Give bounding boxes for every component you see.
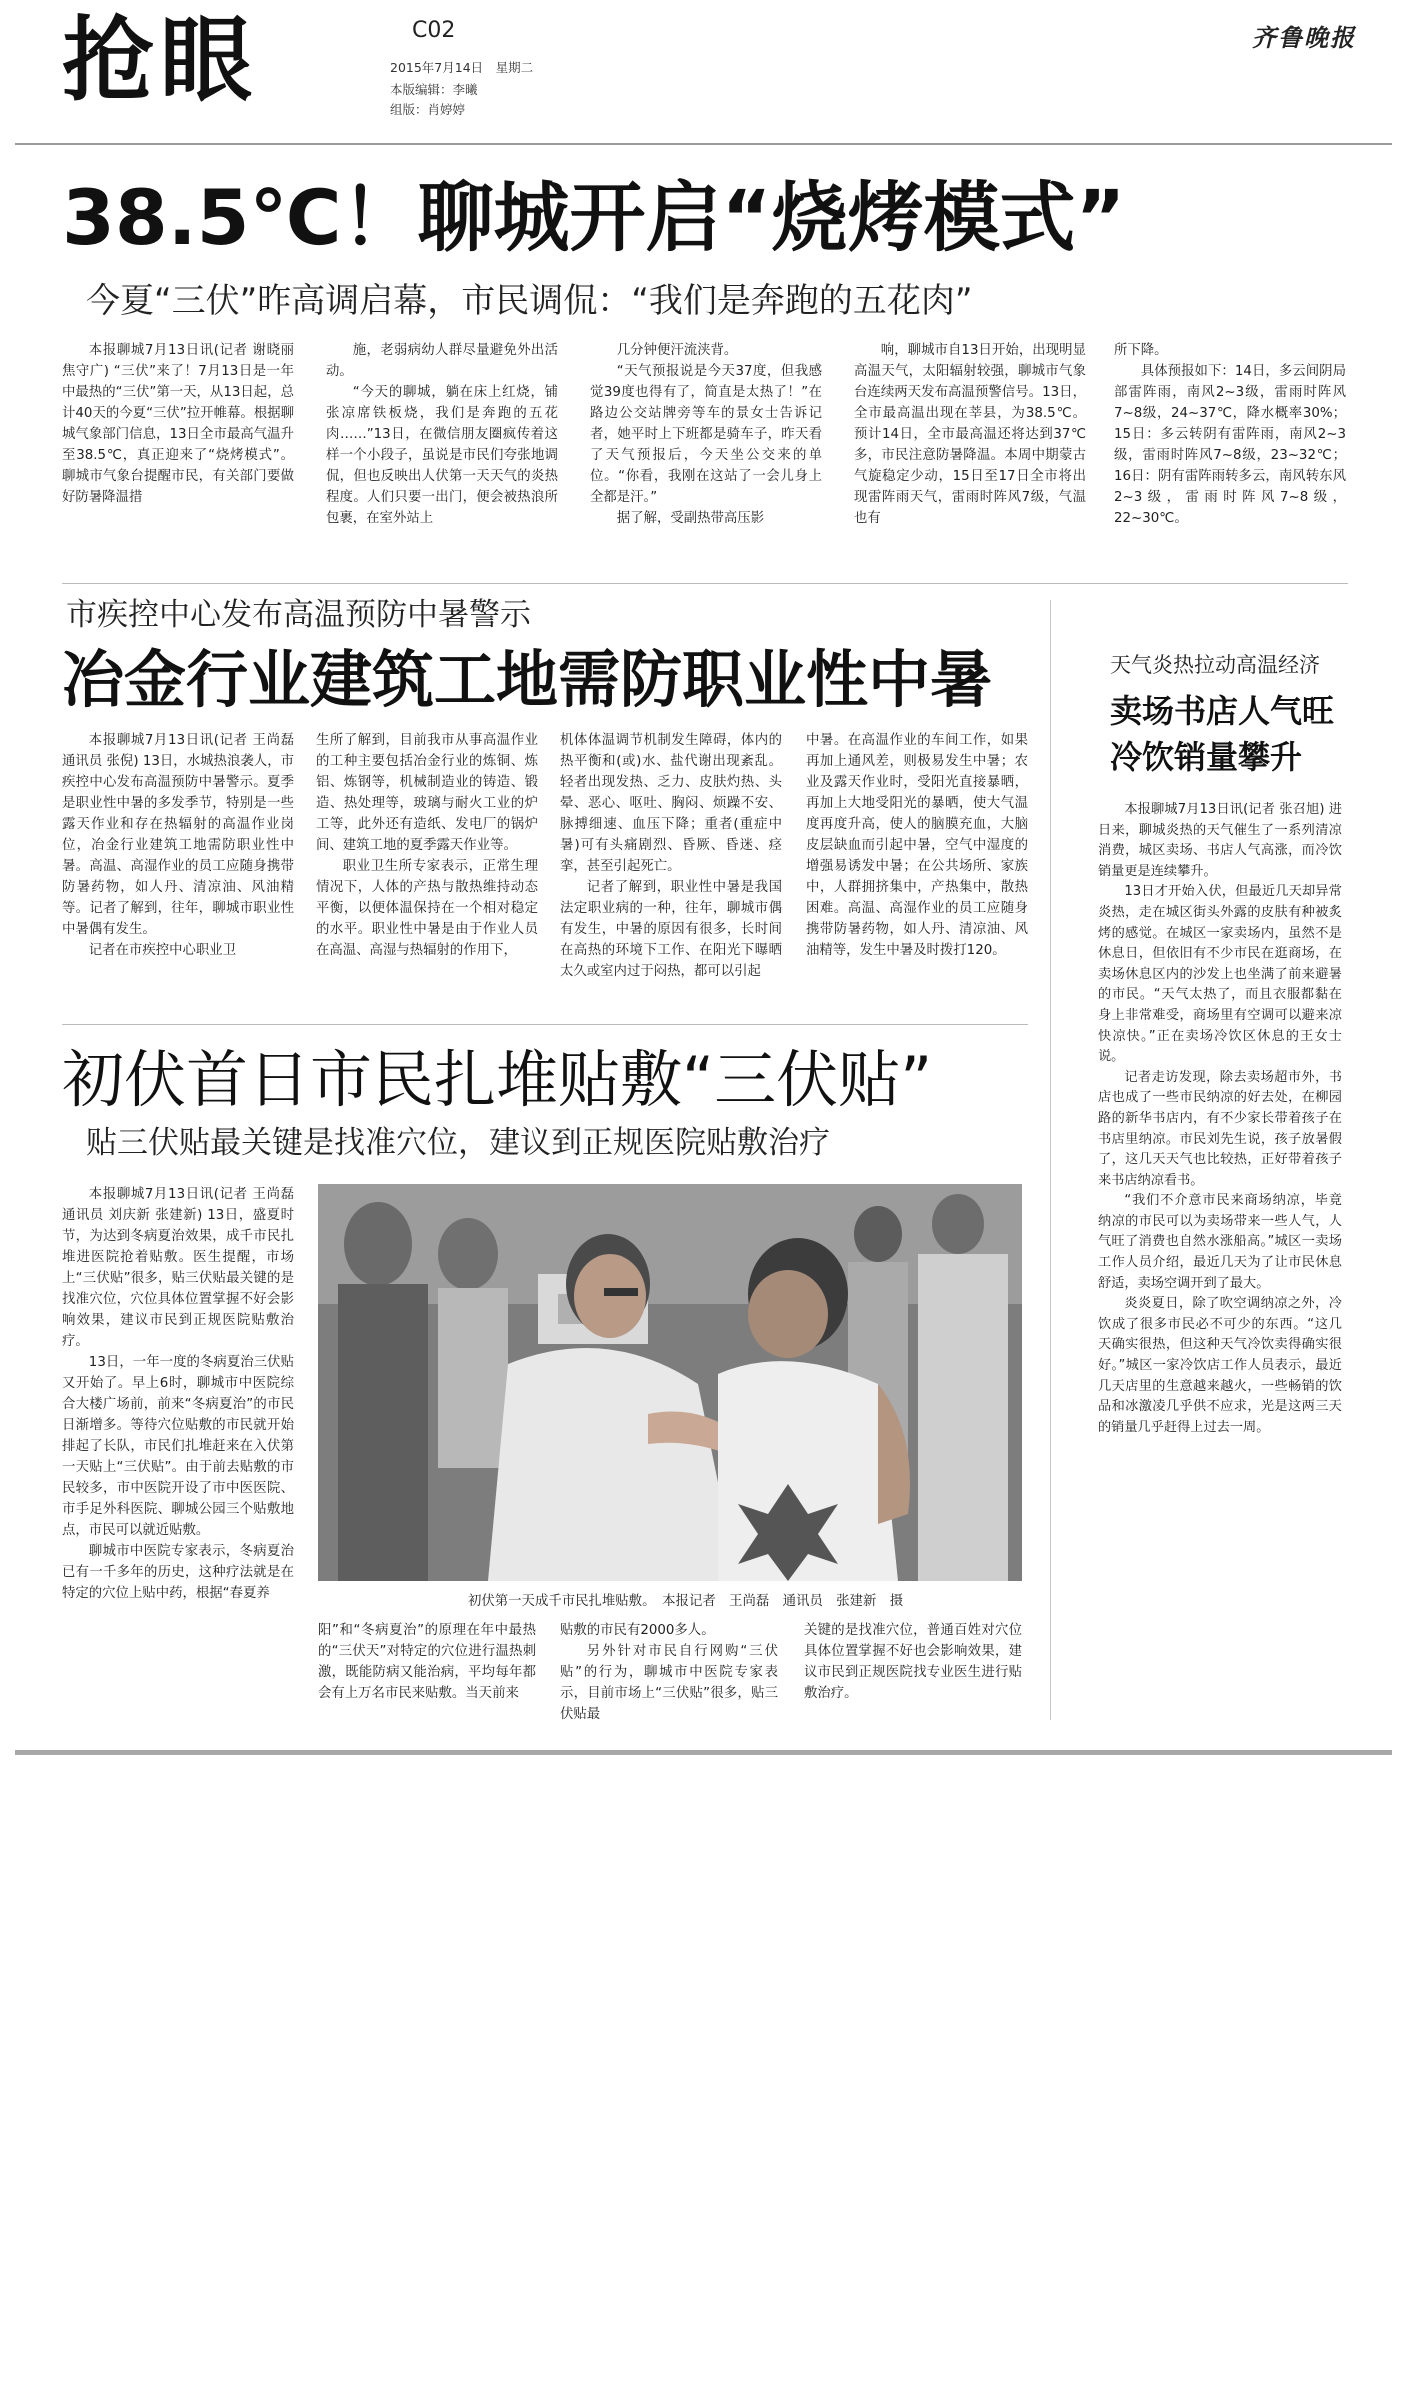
story2-kicker: 市疾控中心发布高温预防中暑警示 — [66, 597, 531, 633]
sidebar-divider — [1050, 600, 1051, 1720]
story3-bottom-column-1 — [318, 1620, 536, 1704]
story1-column-3 — [590, 340, 822, 529]
news-photo-illustration — [318, 1184, 1022, 1581]
paragraph: 几分钟便汗流浃背。 — [616, 343, 738, 358]
paragraph: 另外针对市民自行网购“三伏贴”的行为，聊城市中医院专家表示，目前市场上“三伏贴”很多，贴三伏贴最 — [560, 1644, 778, 1722]
paragraph: 记者走访发现，除去卖场超市外，书店也成了一些市民纳凉的好去处，在柳园路的新华书店内，有不少家长带着孩子在书店里纳凉。市民刘先生说，孩子放暑假了，这几天天气也比较热，正好带着孩子来书店纳凉看书。 — [1098, 1069, 1342, 1188]
paragraph: 本报聊城7月13日讯(记者 谢晓丽 焦守广) “三伏”来了！7月13日是一年中最热的“三伏”第一天，从13日起，总计40天的今夏“三伏”拉开帷幕。根据聊城气象部门信息，13日全市最高气温升至38.5℃，真正迎来了“烧烤模式”。聊城市气象台提醒市民，有关部门要做好防暑降温措 — [62, 343, 294, 505]
masthead-rule — [15, 143, 1392, 145]
story4-column — [1098, 800, 1342, 1438]
paragraph: 据了解，受副热带高压影 — [616, 511, 765, 526]
page-code: C02 — [412, 18, 456, 43]
page-bottom-rule — [15, 1750, 1392, 1755]
story2-column-2 — [316, 730, 538, 961]
paragraph: 中暑。在高温作业的车间工作，如果再加上通风差，则极易发生中暑；农业及露天作业时，受阳光直接暴晒，再加上大地受阳光的暴晒，使大气温度再度升高，使人的脑膜充血，大脑皮层缺血而引起中暑，空气中湿度的增强易诱发中暑；在公共场所、家族中，人群拥挤集中，产热集中，散热困难。高温、高湿作业的员工应随身携带防暑药物，如人丹、清凉油、风油精等，发生中暑及时拨打120。 — [806, 733, 1028, 958]
paragraph: 本报聊城7月13日讯(记者 王尚磊 通讯员 刘庆新 张建新) 13日，盛夏时节，为达到冬病夏治效果，成千市民扎堆进医院抢着贴敷。医生提醒，市场上“三伏贴”很多，贴三伏贴最关键的是找准穴位，穴位具体位置掌握不好会影响效果，建议市民到正规医院贴敷治疗。 — [62, 1187, 294, 1349]
paragraph: 阳”和“冬病夏治”的原理在年中最热的“三伏天”对特定的穴位进行温热刺激，既能防病又能治病，平均每年都会有上万名市民来贴敷。当天前来 — [318, 1623, 536, 1701]
story2-headline: 冶金行业建筑工地需防职业性中暑 — [62, 643, 993, 716]
story1-column-1 — [62, 340, 294, 508]
paragraph: 响，聊城市自13日开始，出现明显高温天气，太阳辐射较强，聊城市气象台连续两天发布高温预警信号。13日，全市最高温出现在莘县，为38.5℃。预计14日，全市最高温还将达到37℃多，市民注意防暑降温。本周中期蒙古气旋稳定少动，15日至17日全市将出现雷阵雨天气，雷雨时阵风7级，气温也有 — [854, 343, 1086, 526]
paragraph: 记者了解到，职业性中暑是我国法定职业病的一种，往年，聊城市偶有发生，中暑的原因有很多，长时间在高热的环境下工作、在阳光下曝晒太久或室内过于闷热，都可以引起 — [560, 880, 782, 979]
story4-headline-line1: 卖场书店人气旺 — [1110, 692, 1335, 730]
newspaper-logo: 齐鲁晚报 — [1252, 23, 1356, 52]
paragraph: 贴敷的市民有2000多人。 — [560, 1623, 715, 1638]
paragraph: 聊城市中医院专家表示，冬病夏治已有一千多年的历史，这种疗法就是在特定的穴位上贴中药，根据“春夏养 — [62, 1544, 294, 1601]
paragraph: 机体体温调节机制发生障碍，体内的热平衡和(或)水、盐代谢出现紊乱。轻者出现发热、乏力、皮肤灼热、头晕、恶心、呕吐、胸闷、烦躁不安、脉搏细速、血压下降；重者(重症中暑)可有头痛剧烈、昏厥、昏迷、痉挛，甚至引起死亡。 — [560, 733, 782, 874]
story1-column-2 — [326, 340, 558, 529]
paragraph: “我们不介意市民来商场纳凉，毕竟纳凉的市民可以为卖场带来一些人气，人气旺了消费也自然水涨船高。”城区一卖场工作人员介绍，最近几天为了让市民休息舒适，卖场空调开到了最大。 — [1098, 1193, 1342, 1291]
story4-kicker: 天气炎热拉动高温经济 — [1110, 653, 1320, 677]
editor-line: 本版编辑：李曦 — [390, 82, 478, 97]
paragraph: 所下降。 — [1114, 343, 1168, 358]
story1-column-4 — [854, 340, 1086, 529]
paragraph: “今天的聊城，躺在床上红烧，铺张凉席铁板烧，我们是奔跑的五花肉……”13日，在微信朋友圈疯传着这样一个小段子，虽说是市民们夸张地调侃，但也反映出人伏第一天天气的炎热程度。人们只要一出门，便会被热浪所包裹，在室外站上 — [326, 385, 558, 526]
story1-subhead: 今夏“三伏”昨高调启幕，市民调侃：“我们是奔跑的五花肉” — [86, 281, 973, 321]
paragraph: 关键的是找准穴位，普通百姓对穴位具体位置掌握不好也会影响效果，建议市民到正规医院找专业医生进行贴敷治疗。 — [804, 1623, 1022, 1701]
story3-headline: 初伏首日市民扎堆贴敷“三伏贴” — [62, 1043, 933, 1116]
paragraph: 具体预报如下：14日，多云间阴局部雷阵雨，南风2~3级，雷雨时阵风7~8级，24~37℃，降水概率30%；15日：多云转阴有雷阵雨，南风2~3级，雷雨时阵风7~8级，23~32℃；16日：阴有雷阵雨转多云，南风转东风2~3级，雷雨时阵风7~8级，22~30℃。 — [1114, 364, 1346, 526]
news-photo — [318, 1184, 1022, 1581]
paragraph: 13日，一年一度的冬病夏治三伏贴又开始了。早上6时，聊城市中医院综合大楼广场前，前来“冬病夏治”的市民日渐增多。等待穴位贴敷的市民就开始排起了长队，市民们扎堆赶来在入伏第一天贴上“三伏贴”。由于前去贴敷的市民较多，市中医院开设了市中医医院、市手足外科医院、聊城公园三个贴敷地点，市民可以就近贴敷。 — [62, 1355, 294, 1538]
paragraph: “天气预报说是今天37度，但我感觉39度也得有了，简直是太热了！”在路边公交站牌旁等车的景女士告诉记者，她平时上下班都是骑车子，昨天看了天气预报后，今天坐公交来的单位。“你看，我刚在这站了一会儿身上全都是汗。” — [590, 364, 822, 505]
story2-column-3 — [560, 730, 782, 982]
paragraph: 生所了解到，目前我市从事高温作业的工种主要包括冶金行业的炼铜、炼铝、炼钢等，机械制造业的铸造、锻造、热处理等，玻璃与耐火工业的炉工等，此外还有造纸、发电厂的锅炉间、建筑工地的夏季露天作业等。 — [316, 733, 538, 853]
paragraph: 记者在市疾控中心职业卫 — [88, 943, 237, 958]
paragraph: 施，老弱病幼人群尽量避免外出活动。 — [326, 343, 558, 379]
layout-line: 组版：肖婷婷 — [390, 102, 466, 117]
story2-column-1 — [62, 730, 294, 961]
paragraph: 本报聊城7月13日讯(记者 张召旭) 进日来，聊城炎热的天气催生了一系列清凉消费，城区卖场、书店人气高涨，而冷饮销量更是连续攀升。 — [1098, 802, 1342, 879]
paragraph: 炎炎夏日，除了吹空调纳凉之外，冷饮成了很多市民必不可少的东西。“这几天确实很热，但这种天气冷饮卖得确实很好。”城区一家冷饮店工作人员表示，最近几天店里的生意越来越火，一些畅销的饮品和冰激凌几乎供不应求，光是这两三天的销量几乎赶得上过去一周。 — [1098, 1296, 1342, 1435]
story4-headline-line2: 冷饮销量攀升 — [1110, 738, 1303, 776]
story2-divider — [62, 1024, 1028, 1025]
paragraph: 职业卫生所专家表示，正常生理情况下，人体的产热与散热维持动态平衡，以便体温保持在一个相对稳定的水平。职业性中暑是由于作业人员在高温、高湿与热辐射的作用下， — [316, 859, 538, 958]
story3-subhead: 贴三伏贴最关键是找准穴位，建议到正规医院贴敷治疗 — [86, 1125, 830, 1161]
story3-left-column — [62, 1184, 294, 1604]
paragraph: 本报聊城7月13日讯(记者 王尚磊 通讯员 张倪) 13日，水城热浪袭人，市疾控中心发布高温预防中暑警示。夏季是职业性中暑的多发季节，特别是一些露天作业和存在热辐射的高温作业岗位，冶金行业建筑工地需防职业性中暑。高温、高湿作业的员工应随身携带防暑药物，如人丹、清凉油、风油精等。记者了解到，往年，聊城市职业性中暑偶有发生。 — [62, 733, 294, 937]
story2-column-4 — [806, 730, 1028, 961]
story1-headline: 38.5℃！聊城开启“烧烤模式” — [62, 173, 1126, 262]
paragraph: 13日才开始入伏，但最近几天却异常炎热，走在城区街头外露的皮肤有种被炙烤的感觉。在城区一家卖场内，虽然不是休息日，但依旧有不少市民在逛商场，在卖场休息区内的沙发上也坐满了前来避暑的市民。“天气太热了，而且衣服都黏在身上非常难受，商场里有空调可以避来凉快凉快。”正在卖场冷饮区休息的王女士说。 — [1098, 884, 1342, 1065]
story1-column-5 — [1114, 340, 1346, 529]
photo-caption: 初伏第一天成千市民扎堆贴敷。 本报记者 王尚磊 通讯员 张建新 摄 — [468, 1594, 904, 1609]
story1-divider — [62, 583, 1348, 584]
section-kicker: 抢眼 — [62, 6, 259, 114]
date-line: 2015年7月14日 星期二 — [390, 60, 534, 75]
story3-bottom-column-3 — [804, 1620, 1022, 1704]
story3-bottom-column-2 — [560, 1620, 778, 1725]
